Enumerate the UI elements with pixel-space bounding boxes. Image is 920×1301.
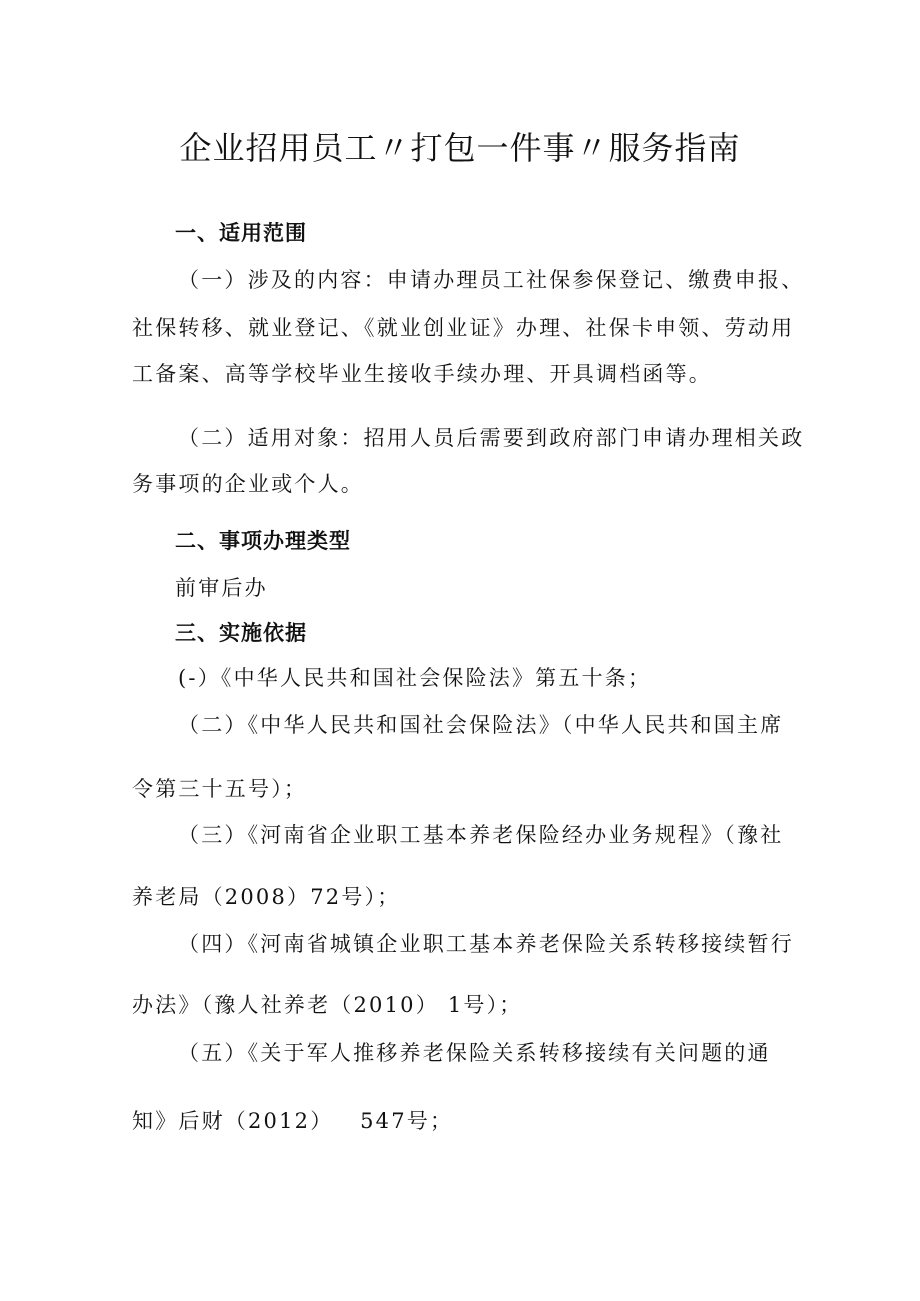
section1-p2-line: 务事项的企业或个人。: [132, 472, 364, 496]
section1-heading: 一、适用范围: [175, 221, 307, 245]
basis-item-line: 办法》（豫人社养老（2010） 1号）；: [132, 993, 523, 1017]
document-title: 企业招用员工〃打包一件事〃服务指南: [179, 129, 741, 167]
section1-p1-line: （一）涉及的内容：申请办理员工社保参保登记、缴费申报、: [178, 268, 805, 292]
section2-text: 前审后办: [175, 576, 268, 600]
basis-item-line: （四）《河南省城镇企业职工基本养老保险关系转移接续暂行: [178, 932, 794, 956]
section3-heading: 三、实施依据: [175, 621, 307, 645]
section2-heading: 二、事项办理类型: [175, 529, 351, 553]
basis-item-line: （五）《关于军人推移养老保险关系转移接续有关问题的通: [178, 1041, 771, 1065]
basis-item-line: （三）《河南省企业职工基本养老保险经办业务规程》（豫社: [178, 823, 784, 847]
section1-p1-line: 社保转移、就业登记、《就业创业证》办理、社保卡申领、劳动用: [132, 316, 795, 340]
basis-item-line: 知》后财（2012） 547号；: [132, 1109, 454, 1133]
section1-p1-line: 工备案、高等学校毕业生接收手续办理、开具调档函等。: [132, 362, 712, 386]
basis-item-line: (-）《中华人民共和国社会保险法》第五十条；: [178, 666, 652, 690]
section1-p2-line: （二）适用对象：招用人员后需要到政府部门申请办理相关政: [178, 426, 805, 450]
basis-item-line: 养老局（2008）72号）；: [132, 885, 401, 909]
basis-item-line: （二）《中华人民共和国社会保险法》（中华人民共和国主席: [178, 713, 784, 737]
basis-item-line: 令第三十五号）；: [132, 777, 308, 801]
